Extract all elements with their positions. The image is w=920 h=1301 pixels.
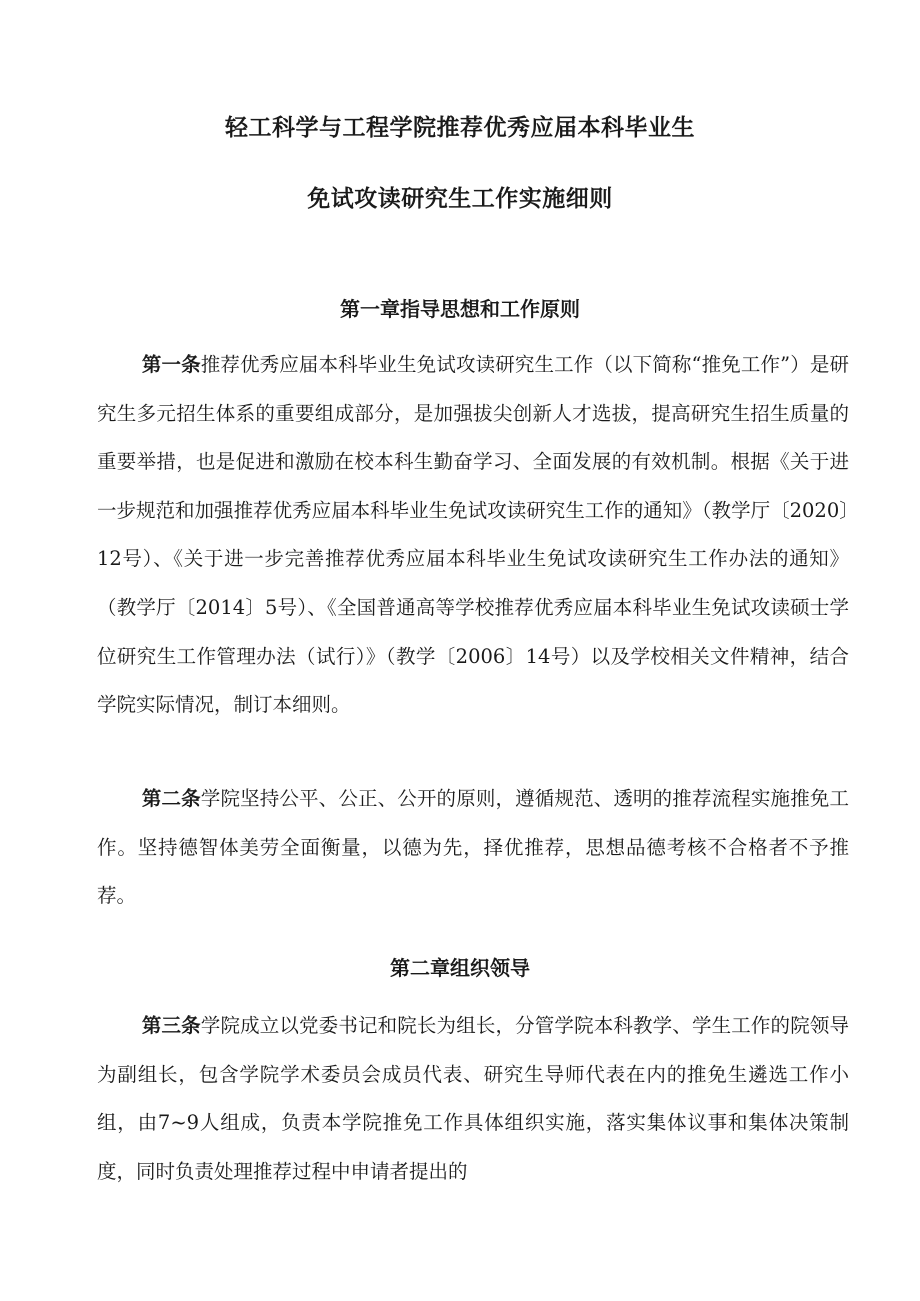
- chapter-2-heading: 第二章组织领导: [390, 956, 530, 980]
- article-2-label: 第二条: [141, 787, 201, 810]
- document-title-line-1: 轻工科学与工程学院推荐优秀应届本科毕业生: [225, 115, 695, 141]
- document-title-line-2: 免试攻读研究生工作实施细则: [307, 186, 613, 212]
- chapter-1-heading: 第一章指导思想和工作原则: [340, 297, 580, 321]
- article-3: [97, 1002, 849, 1196]
- article-3-text: 学院成立以党委书记和院长为组长，分管学院本科教学、学生工作的院领导为副组长，包含学院学术委员会成员代表、研究生导师代表在内的推免生遴选工作小组，由7~9人组成，负责本学院推免工作具体组织实施，落实集体议事和集体决策制度，同时负责处理推荐过程中申请者提出的: [97, 1014, 849, 1183]
- article-1: [97, 341, 849, 730]
- article-1-label: 第一条: [141, 353, 201, 376]
- article-2-text: 学院坚持公平、公正、公开的原则，遵循规范、透明的推荐流程实施推免工作。坚持德智体美劳全面衡量，以德为先，择优推荐，思想品德考核不合格者不予推荐。: [97, 787, 849, 908]
- article-3-label: 第三条: [141, 1014, 201, 1037]
- article-2: [97, 775, 849, 921]
- article-1-text: 推荐优秀应届本科毕业生免试攻读研究生工作（以下简称“推免工作”）是研究生多元招生体系的重要组成部分，是加强拔尖创新人才选拔，提高研究生招生质量的重要举措，也是促进和激励在校本科生勤奋学习、全面发展的有效机制。根据《关于进一步规范和加强推荐优秀应届本科毕业生免试攻读研究生工作的通知》（教学厅〔2020〕12号）、《关于进一步完善推荐优秀应届本科毕业生免试攻读研究生工作办法的通知》（教学厅〔2014〕5号）、《全国普通高等学校推荐优秀应届本科毕业生免试攻读硕士学位研究生工作管理办法（试行）》（教学〔2006〕14号）以及学校相关文件精神，结合学院实际情况，制订本细则。: [97, 353, 849, 717]
